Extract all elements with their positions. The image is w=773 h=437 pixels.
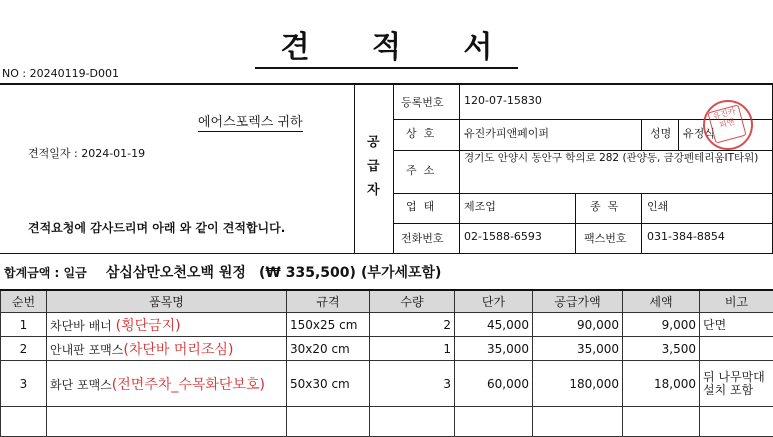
table-row — [1, 337, 773, 361]
row-memo — [700, 337, 773, 361]
col-header-name: 품목명 — [47, 290, 287, 313]
row-memo: 단면 — [700, 313, 773, 337]
row-tax: 9,000 — [623, 313, 700, 337]
table-row — [1, 361, 773, 407]
phone-value: 02-1588-6593 — [464, 230, 542, 243]
recipient-company: 에어스포렉스 귀하 — [198, 111, 303, 132]
business-type-label: 업 태 — [406, 198, 434, 214]
total-label: 합계금액 : 일금 — [4, 266, 87, 280]
row-no: 3 — [1, 361, 47, 407]
row-no: 2 — [1, 337, 47, 361]
quote-date: 2024-01-19 — [81, 147, 145, 160]
total-amount: (₩ 335,500) — [259, 265, 356, 281]
row-spec: 150x25 cm — [287, 313, 370, 337]
table-header-row — [1, 290, 773, 313]
quote-date-label: 견적일자 : — [28, 147, 78, 160]
row-name: 안내판 포맥스(차단바 머리조심) — [47, 337, 287, 361]
row-memo: 뒤 나무막대 설치 포함 — [700, 361, 773, 407]
total-amount-row — [4, 262, 441, 282]
row-qty: 1 — [370, 337, 455, 361]
row-no: 1 — [1, 313, 47, 337]
col-header-qty: 수량 — [370, 290, 455, 313]
col-header-tax: 세액 — [623, 290, 700, 313]
row-name: 화단 포맥스(전면주차_수목화단보호) — [47, 361, 287, 407]
greeting-text: 견적요청에 감사드리며 아래 와 같이 견적합니다. — [28, 219, 285, 236]
business-item-label: 종 목 — [590, 198, 618, 214]
business-type-value: 제조업 — [464, 198, 496, 214]
fax-value: 031-384-8854 — [647, 230, 725, 243]
supplier-section-label: 공 급 자 — [367, 131, 380, 203]
row-qty: 3 — [370, 361, 455, 407]
company-name-value: 유진카피앤페이퍼 — [464, 125, 549, 141]
address-label: 주 소 — [406, 162, 434, 178]
row-name-note: (횡단금지) — [116, 318, 181, 334]
items-table — [0, 289, 773, 437]
col-header-no: 순번 — [1, 290, 47, 313]
row-tax: 3,500 — [623, 337, 700, 361]
quote-date-row — [28, 145, 145, 161]
document-title: 견 적 서 — [0, 22, 773, 66]
col-header-memo: 비고 — [700, 290, 773, 313]
row-spec: 30x20 cm — [287, 337, 370, 361]
phone-label: 전화번호 — [401, 230, 444, 246]
table-row — [1, 313, 773, 337]
col-header-supply: 공급가액 — [533, 290, 623, 313]
row-supply: 90,000 — [533, 313, 623, 337]
company-seal-icon: 유진카피앤 — [703, 100, 753, 150]
business-item-value: 인쇄 — [647, 198, 668, 214]
row-name-note: (전면주차_수목화단보호) — [112, 377, 265, 393]
row-name: 차단바 배너 (횡단금지) — [47, 313, 287, 337]
row-price: 35,000 — [455, 337, 533, 361]
fax-label: 팩스번호 — [584, 230, 627, 246]
row-supply: 180,000 — [533, 361, 623, 407]
reg-no-label: 등록번호 — [401, 94, 444, 110]
representative-value: 유정식 — [683, 125, 715, 141]
address-value: 경기도 안양시 동안구 학의로 282 (관양동, 금강펜테리움IT타워) — [464, 152, 770, 165]
representative-label: 성명 — [650, 125, 671, 141]
row-price: 60,000 — [455, 361, 533, 407]
total-korean: 삼십삼만오천오백 원정 — [106, 265, 246, 281]
table-row-empty — [1, 407, 773, 437]
row-tax: 18,000 — [623, 361, 700, 407]
col-header-price: 단가 — [455, 290, 533, 313]
row-name-note: (차단바 머리조심) — [123, 342, 233, 358]
reg-no-value: 120-07-15830 — [464, 94, 542, 107]
company-name-label: 상 호 — [406, 125, 434, 141]
total-vat-note: (부가세포함) — [361, 265, 441, 281]
col-header-spec: 규격 — [287, 290, 370, 313]
row-qty: 2 — [370, 313, 455, 337]
row-price: 45,000 — [455, 313, 533, 337]
document-number: NO : 20240119-D001 — [2, 67, 119, 80]
row-spec: 50x30 cm — [287, 361, 370, 407]
row-supply: 35,000 — [533, 337, 623, 361]
